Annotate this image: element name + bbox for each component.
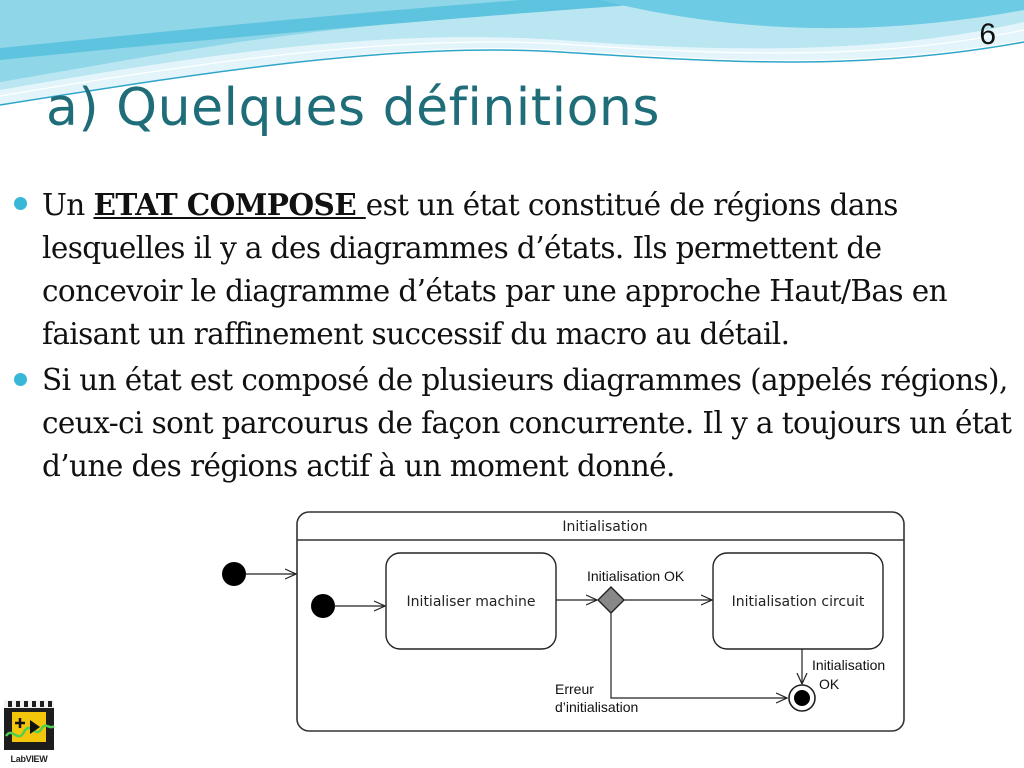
transition-ok-label: Initialisation OK	[587, 568, 685, 584]
bullet-item-regions	[14, 359, 1014, 488]
bullet-2-text: Si un état est composé de plusieurs diagrammes (appelés régions), ceux-ci sont parcourus de façon concurrente. Il y a toujours un état d’une des régions actif à un moment donné.	[42, 363, 1012, 483]
bullet-dot-icon	[14, 373, 27, 386]
error-label-line-1: Erreur	[555, 681, 594, 697]
slide-number: 6	[979, 18, 996, 51]
ok-label-line-2: OK	[819, 676, 840, 692]
bullet-item-etat-compose	[14, 183, 1014, 356]
bullet-list	[14, 183, 1014, 491]
inner-initial-node	[311, 594, 335, 618]
bullet-1-emphasis: ETAT COMPOSE	[93, 187, 366, 222]
bullet-dot-icon	[14, 197, 27, 210]
page-title: a) Quelques définitions	[46, 78, 660, 138]
bullet-1-text: est un état constitué de régions dans lesquelles il y a des diagrammes d’états. Ils permettent de concevoir le diagramme d’états par une approche Haut/Bas en faisant un raffinement successif du macro au détail.	[42, 188, 947, 351]
bullet-1-prefix: Un	[42, 188, 94, 222]
outer-initial-node	[222, 562, 246, 586]
labview-logo-text: LabVIEW	[10, 754, 48, 764]
state-initialisation-circuit-label: Initialisation circuit	[731, 594, 865, 610]
error-label-line-2: d’initialisation	[555, 699, 639, 715]
state-diagram	[222, 505, 912, 738]
composite-state-label: Initialisation	[562, 519, 648, 535]
ok-label-line-1: Initialisation	[812, 657, 886, 673]
final-state-inner	[794, 690, 810, 706]
state-initialiser-machine-label: Initialiser machine	[406, 594, 536, 610]
